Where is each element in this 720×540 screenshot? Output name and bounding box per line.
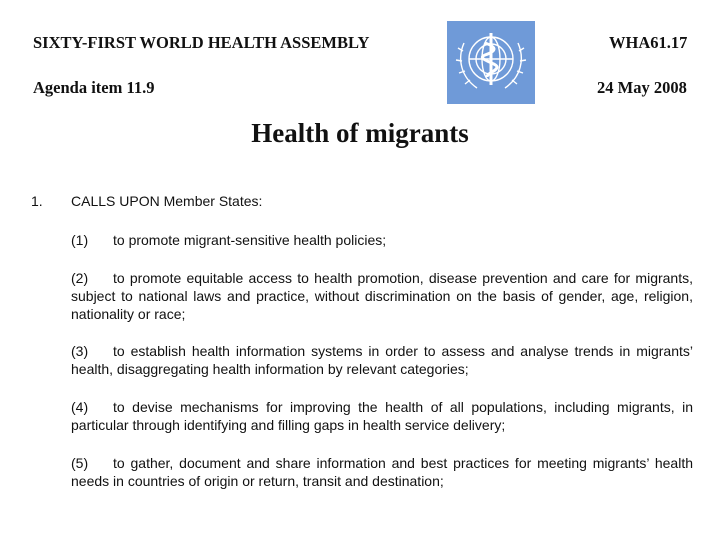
subitem: [71, 231, 693, 249]
subitem-number: (3): [71, 343, 89, 359]
page-title: Health of migrants: [251, 118, 469, 148]
subitem: [71, 454, 693, 490]
subitem-number: (5): [71, 455, 89, 471]
subitem: [71, 269, 693, 323]
subitem-number: (4): [71, 399, 89, 415]
agenda-item: Agenda item 11.9: [33, 78, 155, 97]
item-number: 1.: [31, 193, 43, 209]
subitem-number: (2): [71, 270, 89, 286]
document-code: WHA61.17: [609, 33, 688, 52]
document-date: 24 May 2008: [597, 78, 687, 97]
who-emblem-icon: [447, 21, 535, 104]
subitem-text: to establish health information systems in order to assess and analyse trends in migrants’ health, disaggregating health information by relevant categories;: [71, 343, 693, 377]
assembly-title: SIXTY-FIRST WORLD HEALTH ASSEMBLY: [33, 33, 370, 52]
subitem-text: to gather, document and share information and best practices for meeting migrants’ health needs in countries of origin or return, transit and destination;: [71, 455, 693, 489]
subitem-text: to promote migrant-sensitive health policies;: [113, 232, 387, 248]
subitem: [71, 342, 693, 378]
subitem-text: to promote equitable access to health promotion, disease prevention and care for migrants, subject to national laws and practice, without discrimination on the basis of gender, age, religion, nationality or race;: [71, 270, 693, 322]
who-emblem-graphic: [447, 21, 535, 104]
subitem: [71, 398, 693, 434]
subitem-number: (1): [71, 232, 89, 248]
subitem-text: to devise mechanisms for improving the health of all populations, including migrants, in particular through identifying and filling gaps in health service delivery;: [71, 399, 693, 433]
item-lead: CALLS UPON Member States:: [71, 193, 263, 209]
